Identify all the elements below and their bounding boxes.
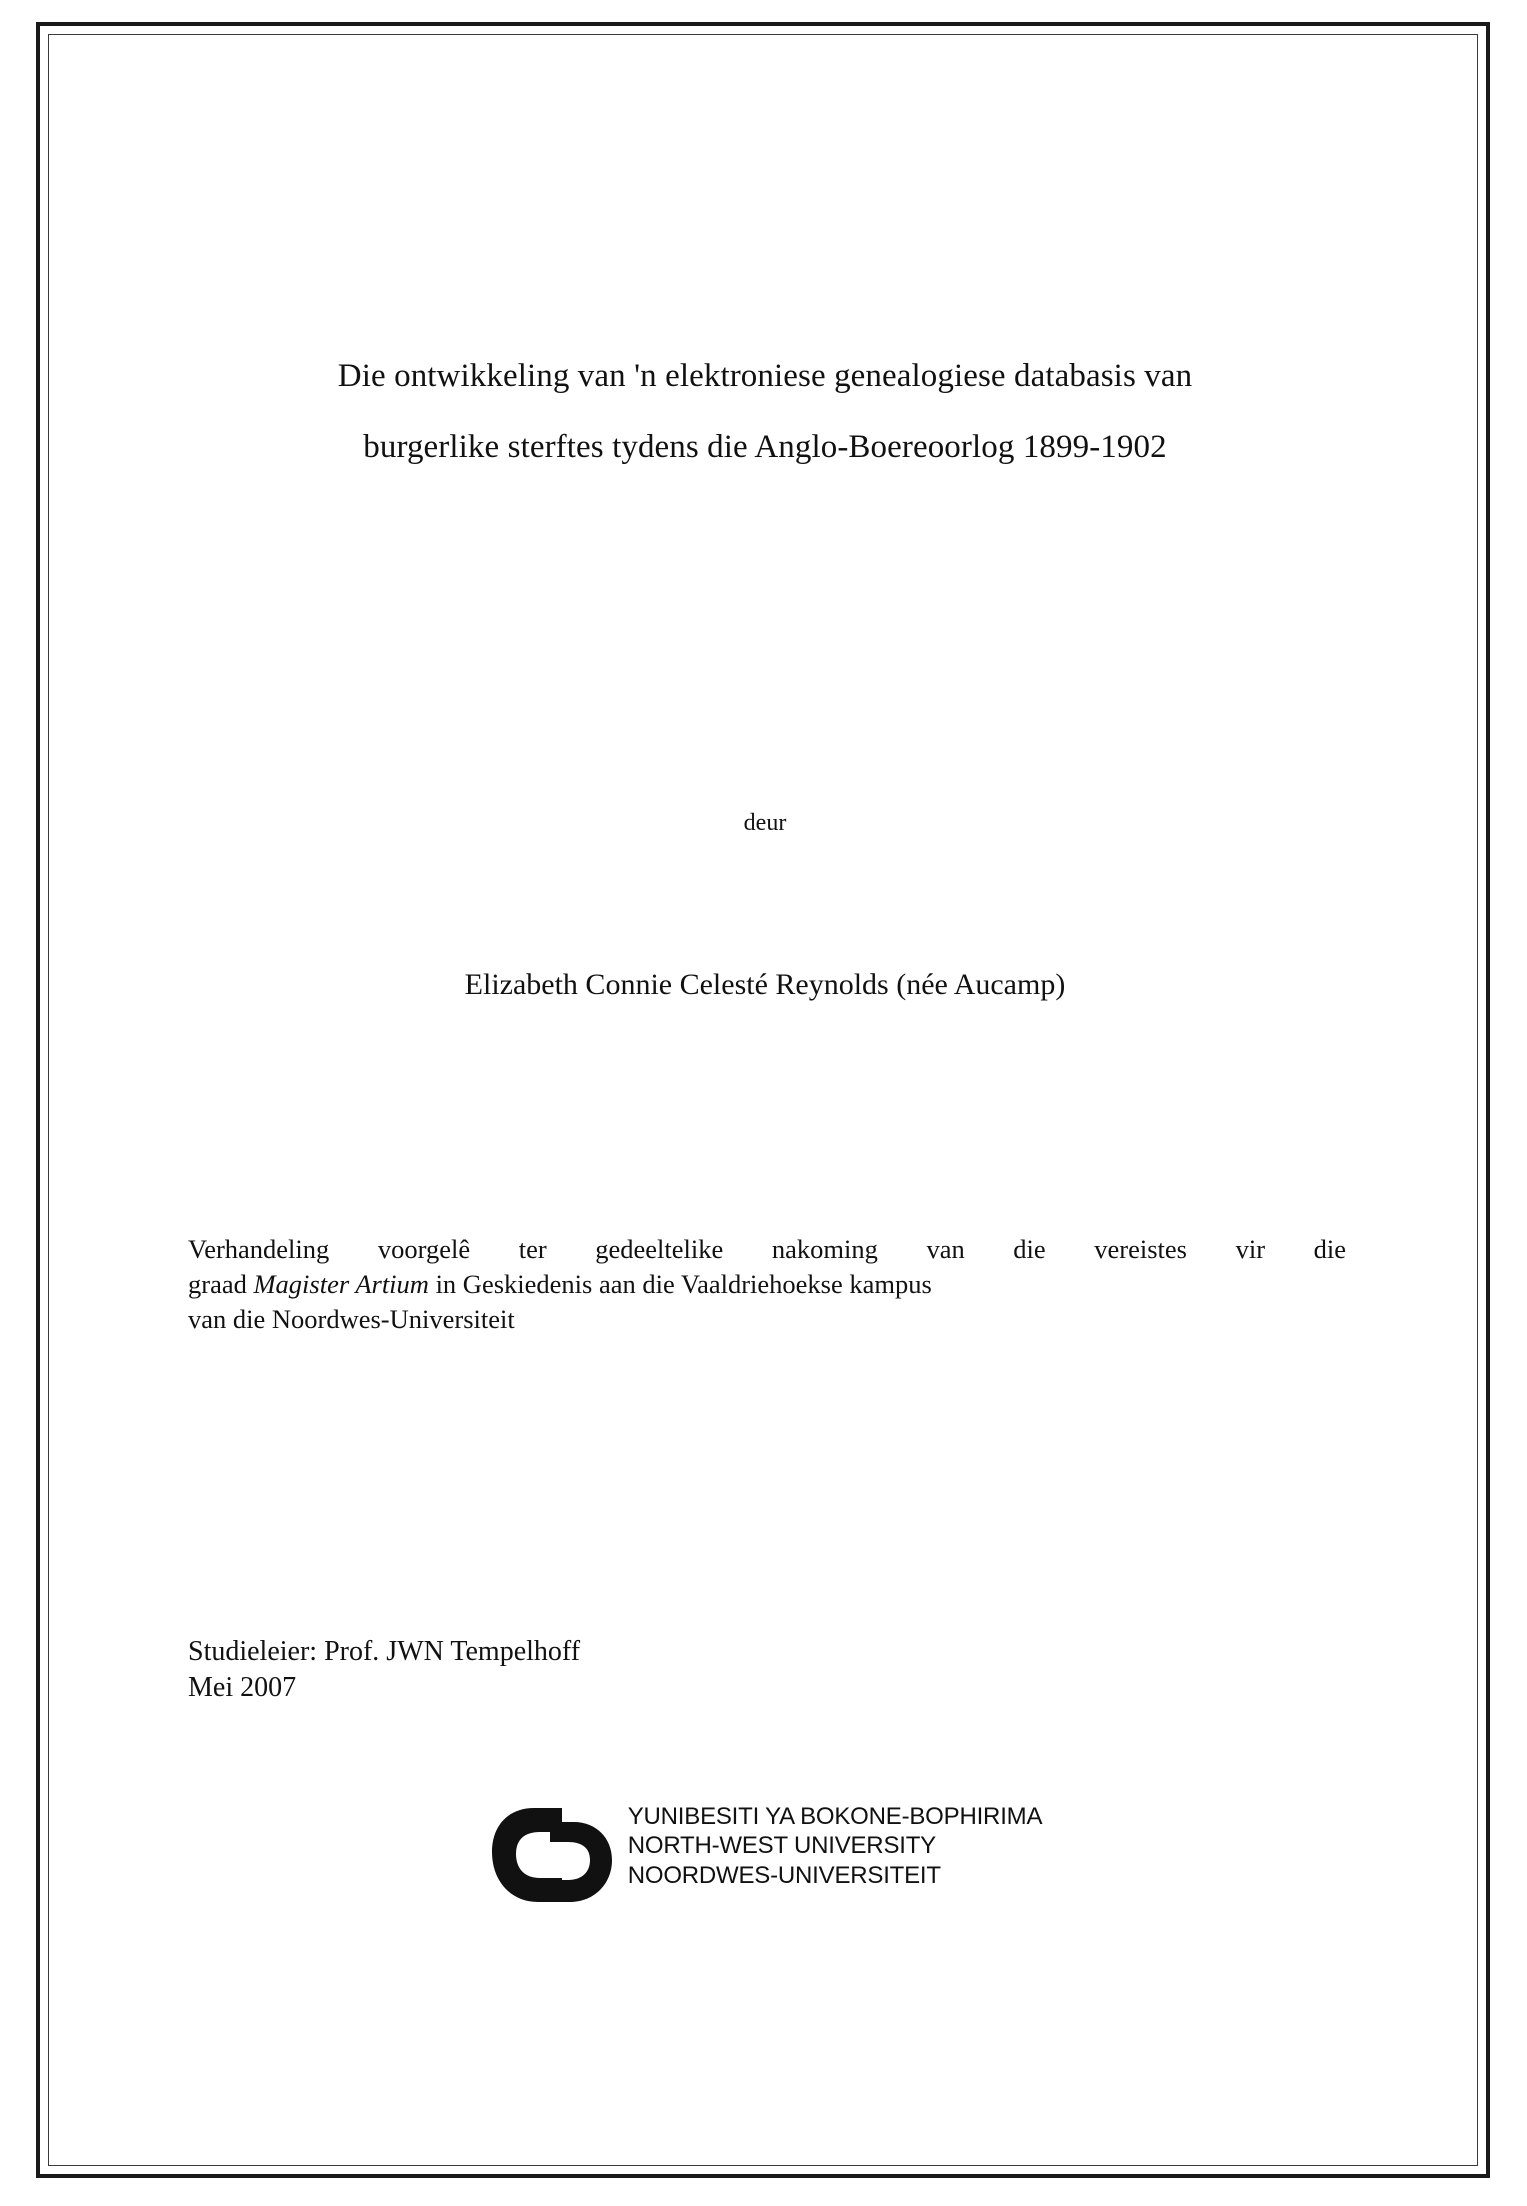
title-line-2: burgerlike sterftes tydens die Anglo-Boereoorlog 1899-1902 bbox=[363, 429, 1167, 465]
submission-date: Mei 2007 bbox=[188, 1671, 297, 1703]
author-name: Elizabeth Connie Celesté Reynolds (née Aucamp) bbox=[464, 968, 1066, 1001]
university-logo bbox=[150, 1798, 1380, 1908]
degree-statement-line-2 bbox=[188, 1267, 1346, 1302]
page-title bbox=[150, 360, 1380, 464]
degree-statement-line-2-suffix: in Geskiedenis aan die Vaaldriehoekse kampus bbox=[428, 1268, 932, 1299]
title-page-content bbox=[150, 0, 1380, 2206]
logo-text-line-1: YUNIBESITI YA BOKONE-BOPHIRIMA bbox=[627, 1803, 1043, 1830]
degree-name-italic: Magister Artium bbox=[253, 1268, 429, 1299]
degree-statement-line-1: Verhandeling voorgelê ter gedeeltelike nakoming van die vereistes vir die bbox=[188, 1234, 1346, 1264]
by-label: deur bbox=[743, 810, 787, 836]
north-west-university-logo-icon bbox=[488, 1804, 616, 1908]
supervisor-block bbox=[188, 1634, 1188, 1706]
degree-statement bbox=[188, 1232, 1346, 1337]
university-logo-text bbox=[628, 1798, 1043, 1890]
supervisor-name: Studieleier: Prof. JWN Tempelhoff bbox=[188, 1636, 581, 1667]
logo-text-line-2: NORTH-WEST UNIVERSITY bbox=[627, 1832, 936, 1860]
degree-statement-line-2-prefix: graad bbox=[188, 1268, 254, 1299]
logo-text-line-3: NOORDWES-UNIVERSITEIT bbox=[627, 1861, 941, 1889]
degree-statement-line-3: van die Noordwes-Universiteit bbox=[188, 1303, 515, 1334]
title-line-1: Die ontwikkeling van 'n elektroniese genealogiese databasis van bbox=[337, 358, 1193, 394]
